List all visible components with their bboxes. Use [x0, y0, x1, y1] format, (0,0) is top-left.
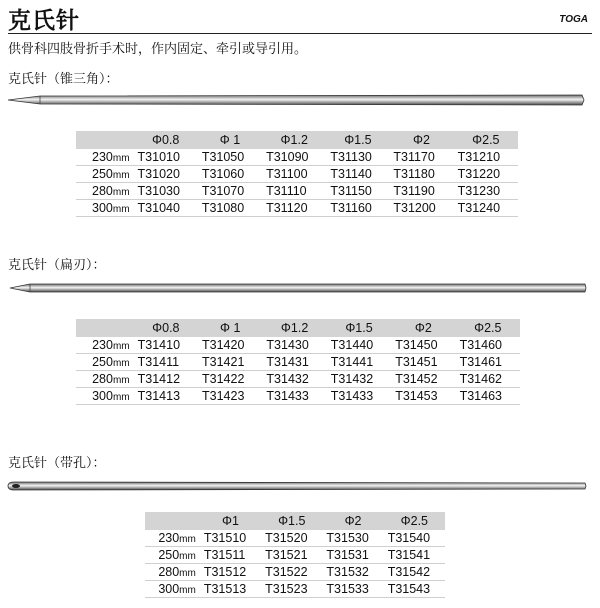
part-code-cell: T31422: [198, 371, 262, 388]
length-cell: [76, 183, 134, 200]
header-diameter-cell: Φ0.8: [134, 131, 198, 149]
length-value: 300: [158, 582, 180, 596]
part-code-cell: T31200: [389, 200, 453, 217]
length-unit: mm: [179, 585, 196, 596]
part-code-cell: T31010: [134, 149, 198, 166]
part-code-cell: T31440: [327, 337, 391, 354]
length-unit: mm: [112, 375, 130, 386]
header-diameter-cell: Φ2.5: [456, 319, 520, 337]
header-diameter-cell: Φ1.5: [327, 319, 391, 337]
part-code-cell: T31513: [200, 581, 261, 598]
header-diameter-cell: Φ1.2: [262, 131, 326, 149]
part-code-cell: T31510: [200, 530, 261, 547]
header-diameter-cell: Φ1: [200, 512, 261, 530]
header-diameter-cell: Φ2: [389, 131, 453, 149]
part-code-cell: T31452: [391, 371, 455, 388]
part-code-cell: T31190: [389, 183, 453, 200]
part-code-cell: T31453: [391, 388, 455, 405]
part-code-cell: T31523: [261, 581, 322, 598]
table-row: [76, 149, 518, 166]
length-unit: mm: [112, 341, 130, 352]
length-cell: [76, 371, 134, 388]
spec-table-flat: [76, 319, 520, 405]
length-cell: [76, 337, 134, 354]
section-label-eyelet: 克氏针（带孔）：: [8, 456, 106, 471]
part-code-cell: T31520: [261, 530, 322, 547]
table-header-row: [76, 319, 520, 337]
part-code-cell: T31090: [262, 149, 326, 166]
part-code-cell: T31441: [327, 354, 391, 371]
length-cell: [76, 166, 134, 183]
table-header-row: [76, 131, 518, 149]
part-code-cell: T31210: [454, 149, 518, 166]
part-code-cell: T31170: [389, 149, 453, 166]
part-code-cell: T31240: [454, 200, 518, 217]
header-diameter-cell: Φ2.5: [454, 131, 518, 149]
part-code-cell: T31450: [391, 337, 455, 354]
part-code-cell: T31433: [262, 388, 326, 405]
table-header-row: [145, 512, 445, 530]
part-code-cell: T31080: [198, 200, 262, 217]
part-code-cell: T31463: [456, 388, 520, 405]
header-diameter-cell: Φ1.5: [261, 512, 322, 530]
part-code-cell: T31070: [198, 183, 262, 200]
part-code-cell: T31542: [384, 564, 445, 581]
part-code-cell: T31140: [326, 166, 389, 183]
header-divider: [8, 33, 592, 34]
part-code-cell: T31430: [262, 337, 326, 354]
length-value: 230: [158, 531, 180, 545]
length-unit: mm: [179, 551, 196, 562]
page-title: 克氏针: [8, 8, 80, 34]
length-value: 280: [92, 372, 113, 386]
part-code-cell: T31423: [198, 388, 262, 405]
part-code-cell: T31522: [261, 564, 322, 581]
length-unit: mm: [179, 534, 196, 545]
length-cell: [145, 564, 200, 581]
spec-table-eyelet: [145, 512, 445, 598]
part-code-cell: T31461: [456, 354, 520, 371]
part-code-cell: T31432: [262, 371, 326, 388]
brand-logo: TOGA: [559, 14, 588, 25]
header-length-cell: [76, 319, 134, 337]
length-cell: [76, 354, 134, 371]
part-code-cell: T31540: [384, 530, 445, 547]
length-value: 250: [158, 548, 180, 562]
part-code-cell: T31531: [322, 547, 383, 564]
length-unit: mm: [112, 153, 130, 164]
header-length-cell: [145, 512, 200, 530]
part-code-cell: T31130: [326, 149, 389, 166]
length-unit: mm: [112, 392, 130, 403]
header-diameter-cell: Φ1.5: [326, 131, 389, 149]
part-code-cell: T31421: [198, 354, 262, 371]
part-code-cell: T31160: [326, 200, 389, 217]
table-row: [76, 354, 520, 371]
part-code-cell: T31543: [384, 581, 445, 598]
length-value: 250: [92, 355, 113, 369]
length-cell: [145, 547, 200, 564]
part-code-cell: T31462: [456, 371, 520, 388]
part-code-cell: T31460: [456, 337, 520, 354]
kwire-eyelet-illustration: [0, 476, 600, 496]
part-code-cell: T31433: [327, 388, 391, 405]
table-row: [76, 183, 518, 200]
part-code-cell: T31413: [134, 388, 198, 405]
part-code-cell: T31521: [261, 547, 322, 564]
length-cell: [145, 530, 200, 547]
length-cell: [145, 581, 200, 598]
part-code-cell: T31530: [322, 530, 383, 547]
part-code-cell: T31050: [198, 149, 262, 166]
length-value: 250: [92, 167, 113, 181]
page-subtitle: 供骨科四肢骨折手术时，作内固定、牵引或导引用。: [8, 42, 308, 57]
spec-table-trocar: [76, 131, 518, 217]
length-value: 280: [158, 565, 180, 579]
length-unit: mm: [112, 204, 130, 215]
part-code-cell: T31511: [200, 547, 261, 564]
section-label-trocar: 克氏针（锥三角）：: [8, 72, 119, 87]
length-cell: [76, 200, 134, 217]
table-row: [76, 200, 518, 217]
header-diameter-cell: Φ2: [322, 512, 383, 530]
header-diameter-cell: Φ2: [391, 319, 455, 337]
header-diameter-cell: Φ0.8: [134, 319, 198, 337]
part-code-cell: T31432: [327, 371, 391, 388]
part-code-cell: T31180: [389, 166, 453, 183]
part-code-cell: T31110: [262, 183, 326, 200]
table-row: [145, 581, 445, 598]
part-code-cell: T31512: [200, 564, 261, 581]
table-row: [145, 547, 445, 564]
part-code-cell: T31431: [262, 354, 326, 371]
table-row: [145, 564, 445, 581]
length-unit: mm: [112, 358, 130, 369]
header-length-cell: [76, 131, 134, 149]
table-row: [76, 388, 520, 405]
part-code-cell: T31100: [262, 166, 326, 183]
length-cell: [76, 388, 134, 405]
part-code-cell: T31220: [454, 166, 518, 183]
part-code-cell: T31412: [134, 371, 198, 388]
part-code-cell: T31030: [134, 183, 198, 200]
part-code-cell: T31533: [322, 581, 383, 598]
length-cell: [76, 149, 134, 166]
part-code-cell: T31410: [134, 337, 198, 354]
length-unit: mm: [112, 187, 130, 198]
part-code-cell: T31411: [134, 354, 198, 371]
part-code-cell: T31150: [326, 183, 389, 200]
header-diameter-cell: Φ1.2: [262, 319, 326, 337]
part-code-cell: T31060: [198, 166, 262, 183]
length-value: 300: [92, 201, 113, 215]
section-label-flat: 克氏针（扁刃）：: [8, 258, 106, 273]
header-diameter-cell: Φ2.5: [384, 512, 445, 530]
part-code-cell: T31020: [134, 166, 198, 183]
part-code-cell: T31230: [454, 183, 518, 200]
header-diameter-cell: Φ 1: [198, 319, 262, 337]
length-value: 230: [92, 150, 113, 164]
length-unit: mm: [112, 170, 130, 181]
length-unit: mm: [179, 568, 196, 579]
table-row: [76, 371, 520, 388]
table-row: [145, 530, 445, 547]
part-code-cell: T31532: [322, 564, 383, 581]
length-value: 280: [92, 184, 113, 198]
kwire-trocar-illustration: [0, 90, 600, 110]
table-row: [76, 166, 518, 183]
length-value: 230: [92, 338, 113, 352]
part-code-cell: T31451: [391, 354, 455, 371]
kwire-flat-illustration: [0, 278, 600, 298]
header-diameter-cell: Φ 1: [198, 131, 262, 149]
part-code-cell: T31120: [262, 200, 326, 217]
table-row: [76, 337, 520, 354]
part-code-cell: T31420: [198, 337, 262, 354]
part-code-cell: T31541: [384, 547, 445, 564]
length-value: 300: [92, 389, 113, 403]
part-code-cell: T31040: [134, 200, 198, 217]
